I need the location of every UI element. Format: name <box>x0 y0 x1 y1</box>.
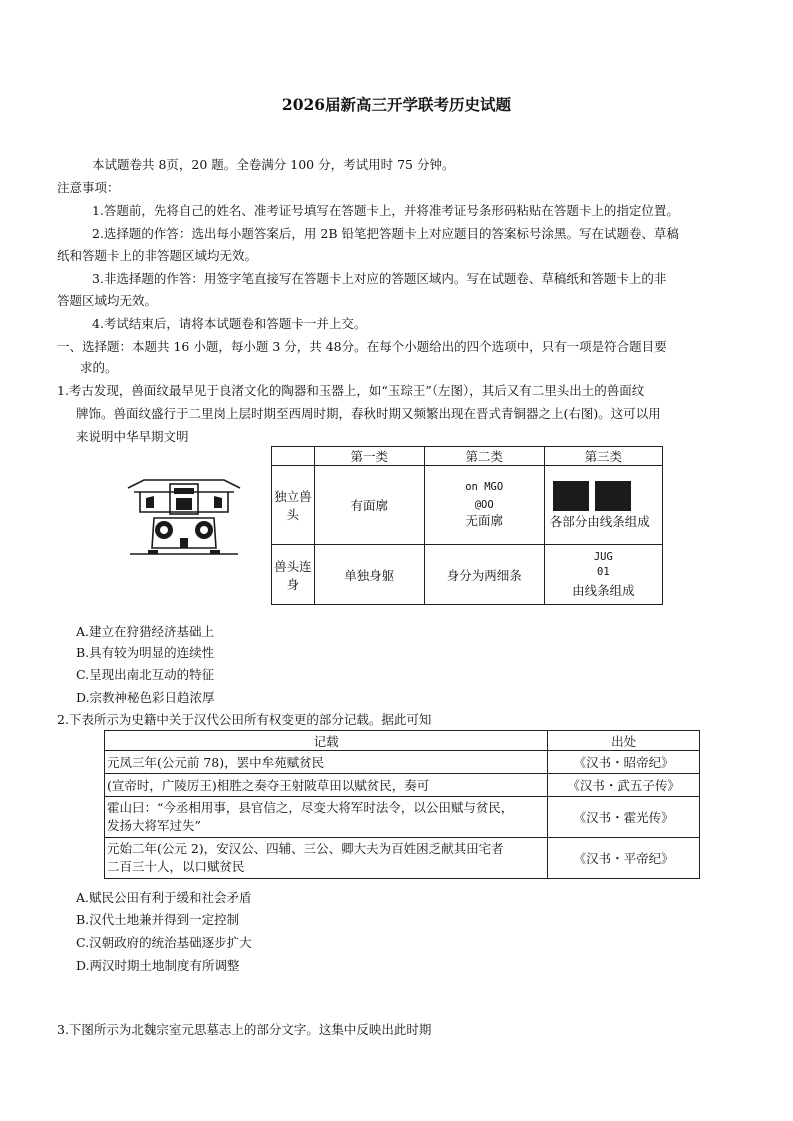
cell-line-body <box>544 545 662 605</box>
record-cell: 元始二年(公元 2)，安汉公、四辅、三公、卿大夫为百姓困乏献其田宅者 二百三十人，以口赋贫民 <box>105 838 548 879</box>
q1-stem-line2: 牌饰。兽面纹盛行于二里岗上层时期至西周时期，春秋时期又频繁出现在晋式青铜器之上(右图)。这可以用 <box>76 406 661 421</box>
cell-text: 无面廓 <box>465 513 503 528</box>
table-corner <box>272 447 315 466</box>
header-class-1: 第一类 <box>314 447 424 466</box>
source-cell: 《汉书・武五子传》 <box>548 774 700 797</box>
row-label-head-with-body: 兽头连身 <box>272 545 315 605</box>
notice-2-line2: 纸和答题卡上的非答题区域均无效。 <box>57 248 258 263</box>
table-row <box>105 797 700 838</box>
q1-option-b: B.具有较为明显的连续性 <box>76 645 215 660</box>
jade-cong-beast-mask-image <box>120 468 248 556</box>
notice-heading: 注意事项： <box>57 180 120 195</box>
table-row <box>105 774 700 797</box>
cell-illustration-label: JUG <box>593 550 613 563</box>
notice-1: 1.答题前，先将自己的姓名、准考证号填写在答题卡上，并将准考证号条形码粘贴在答题卡上的指定位置。 <box>92 203 679 218</box>
cell-illustration-label: @OO <box>474 499 494 511</box>
record-cell: 元凤三年(公元前 78)，罢中牟苑赋贫民 <box>105 751 548 774</box>
notice-4: 4.考试结束后，请将本试题卷和答题卡一并上交。 <box>92 316 367 331</box>
intro-text: 本试题卷共 8页，20 题。全卷满分 100 分，考试用时 75 分钟。 <box>92 157 455 172</box>
cell-single-body: 单独身躯 <box>314 545 424 605</box>
q1-stem-line1: 1.考古发现，兽面纹最早见于良渚文化的陶器和玉器上，如“玉琮王”（左图），其后又有二里头出土的兽面纹 <box>57 383 645 398</box>
cell-has-face-contour: 有面廓 <box>314 466 424 545</box>
bronze-mask-image <box>550 481 662 511</box>
table-row <box>105 838 700 879</box>
q1-option-c: C.呈现出南北互动的特征 <box>76 667 215 682</box>
section-1-heading-cont: 求的。 <box>80 360 118 375</box>
cell-line-parts <box>544 466 662 545</box>
record-cell: 霍山曰：“今丞相用事，县官信之，尽变大将军时法令，以公田赋与贫民， 发扬大将军过失” <box>105 797 548 838</box>
header-class-3: 第三类 <box>544 447 662 466</box>
beast-pattern-table <box>271 446 663 605</box>
cell-two-strips: 身分为两细条 <box>424 545 544 605</box>
q2-option-b: B.汉代土地兼并得到一定控制 <box>76 912 240 927</box>
table-row <box>105 751 700 774</box>
cell-illustration-label: 01 <box>597 565 610 578</box>
q2-option-d: D.两汉时期土地制度有所调整 <box>76 958 240 973</box>
source-cell: 《汉书・平帝纪》 <box>548 838 700 879</box>
notice-3-line1: 3.非选择题的作答：用签字笔直接写在答题卡上对应的答题区域内。写在试题卷、草稿纸和答题卡上的非 <box>92 271 667 286</box>
q1-option-a: A.建立在狩猎经济基础上 <box>76 624 215 639</box>
header-record: 记载 <box>105 731 548 751</box>
record-cell: (宣帝时，广陵厉王)相胜之奏夺王射陂草田以赋贫民，奏可 <box>105 774 548 797</box>
section-1-heading: 一、选择题：本题共 16 小题，每小题 3 分，共 48分。在每个小题给出的四个选项中，只有一项是符合题目要 <box>57 339 667 354</box>
q2-option-a: A.赋民公田有利于缓和社会矛盾 <box>76 890 252 905</box>
q2-option-c: C.汉朝政府的统治基础逐步扩大 <box>76 935 252 950</box>
q2-stem: 2.下表所示为史籍中关于汉代公田所有权变更的部分记载。据此可知 <box>57 712 432 727</box>
cell-text: 由线条组成 <box>572 582 635 598</box>
notice-2-line1: 2.选择题的作答：选出每小题答案后，用 2B 铅笔把答题卡上对应题目的答案标号涂黑。写在试题卷、草稿 <box>92 226 680 241</box>
source-cell: 《汉书・霍光传》 <box>548 797 700 838</box>
cell-no-face-contour <box>424 466 544 545</box>
header-class-2: 第二类 <box>424 447 544 466</box>
source-cell: 《汉书・昭帝纪》 <box>548 751 700 774</box>
row-label-independent-head: 独立兽头 <box>272 466 315 545</box>
q1-stem-line3: 来说明中华早期文明 <box>76 429 189 444</box>
header-source: 出处 <box>548 731 700 751</box>
land-records-table <box>104 730 700 879</box>
page-title: 2026届新高三开学联考历史试题 <box>281 95 512 114</box>
notice-3-line2: 答题区域均无效。 <box>57 293 158 308</box>
q3-stem: 3.下图所示为北魏宗室元思墓志上的部分文字。这集中反映出此时期 <box>57 1022 432 1037</box>
cell-illustration-label: on MGO <box>465 481 504 493</box>
cell-text: 各部分由线条组成 <box>549 513 650 529</box>
q1-option-d: D.宗教神秘色彩日趋浓厚 <box>76 690 215 705</box>
